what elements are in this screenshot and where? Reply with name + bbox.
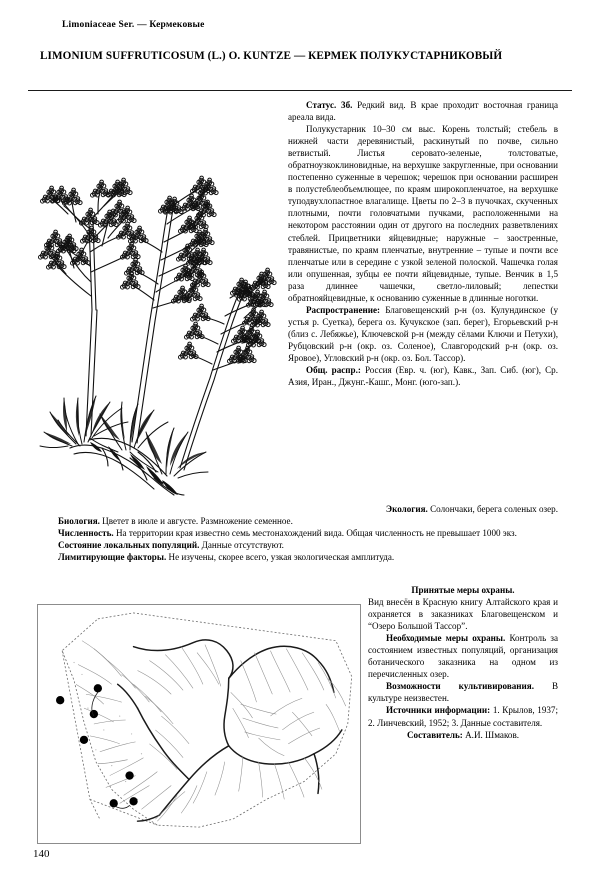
abundance-text: На территории края известно семь местонахождений вида. Общая численность не превышает 1000 экз. [113,528,517,539]
general-distribution-paragraph [288,364,558,388]
biology-paragraph [40,515,558,527]
locality-dot [110,799,118,807]
plant-illustration [34,96,284,496]
compiler-text: А.И. Шмаков. [462,729,520,740]
locality-dot [125,771,133,779]
header-divider-rule [28,90,572,91]
sources-text: 1. Крылов, 1937; 2. Линчевский, 1952; 3. Данные составителя. [368,705,559,728]
region-outline [62,613,352,827]
abundance-label: Численность. [58,528,114,539]
biology-text: Цветет в июле и августе. Размножение семенное. [99,516,293,527]
ecology-paragraph [40,503,558,515]
distribution-text: Благовещенский р-н (оз. Кулундинское (у устья р. Суетка), берега оз. Кучукское (зап. берег), Егорьевский р-н (близ с. Лебяжье), Ключевской р-н (между сёлами Ключи и Петухи), Рубцовский р-н (окр. оз. Соленое), Славгородский р-н (окр. оз. Яровое), Угловский р-н (окр. оз. Бол. Тассор). [288,304,558,363]
locality-dot [94,684,102,692]
status-paragraph [288,99,558,123]
biology-label: Биология. [58,516,100,527]
description-paragraph: Полукустарник 10–30 см выс. Корень толстый; стебель в нижней части деревянистый, раскинутый по почве, сильно ветвистый. Листья серовато-зеленые, толстоватые, обратноузкоклиновидные, на верхушке закругленные, при основании постепенно суженные в черешок; черешок при основании расширен в полустеблеобъемлющее, по краям широкопленчатое, на верхушке туподвухлопастное влагалище. Цветы по 2–3 в пучочках, скученных плотными, почти головчатыми пучками, расположенными на некотором расстоянии один от другого на последних разветвлениях стеблей. Прицветники яйцевидные; наружные – заостренные, травянистые, по краям пленчатые, внутренние – тупые и почти все пленчатые или в середине с узкой зеленой полоской. Чашечка голая или опушенная, зубцы ее почти яйцевидные, тупые. Венчик в 1,5 раза длиннее чашечки, светло-лиловый; лепестки обратнояйцевидные, к основанию суженные в длинные ноготки. [288,124,558,303]
locality-dot [129,797,137,805]
cultivation-label: Возможности культивирования. [386,681,534,692]
protection-needed-text: Контроль за состоянием известных популяций, организация ботанического заказника на одном из перечисленных озер. [368,633,558,680]
ecology-text: Солончаки, берега соленых озер. [427,504,558,514]
protection-needed-paragraph [368,632,558,680]
cultivation-text: В культуре неизвестен. [368,681,559,704]
general-distribution-label: Общ. распр.: [306,365,361,376]
species-title: LIMONIUM SUFFRUTICOSUM (L.) O. KUNTZE — КЕРМЕК ПОЛУКУСТАРНИКОВЫЙ [40,50,503,62]
protection-taken-heading [368,584,558,596]
sources-paragraph [368,704,558,728]
compiler-paragraph [368,729,558,741]
ecology-label: Экология. [385,504,428,514]
full-width-text-block [40,503,558,563]
locality-dot [90,710,98,718]
page-number: 140 [33,848,50,860]
limiting-factors-label: Лимитирующие факторы. [58,552,167,563]
status-label: Статус. 3б. [306,100,353,110]
sources-label: Источники информации: [386,705,491,716]
locality-dot [80,736,88,744]
distribution-label: Распространение: [306,304,381,315]
family-name: Limoniaceae Ser. — Кермековые [62,20,205,30]
protection-needed-label: Необходимые меры охраны. [386,633,506,644]
protection-taken-label: Принятые меры охраны. [411,585,515,595]
populations-label: Состояние локальных популяций. [58,540,200,551]
populations-text: Данные отсутствуют. [199,540,284,551]
protection-taken-paragraph: Вид внесён в Красную книгу Алтайского края и охраняется в заказниках Благовещенском и “Озеро Большой Тассор”. [368,597,558,632]
limiting-factors-paragraph [40,551,558,563]
general-distribution-text: Россия (Евр. ч. (юг), Кавк., Зап. Сиб. (юг), Ср. Азия, Иран., Джунг.-Кашг., Монг. (юго-зап.). [288,365,558,388]
protection-text-column [368,584,558,741]
compiler-label: Составитель: [406,729,463,740]
cultivation-paragraph [368,680,558,704]
distribution-map [37,604,361,844]
status-text: Редкий вид. В крае проходит восточная граница ареала вида. [288,100,558,123]
limiting-factors-text: Не изучены, скорее всего, узкая экологическая амплитуда. [166,552,395,563]
populations-paragraph [40,539,558,551]
abundance-paragraph [40,527,558,539]
distribution-paragraph [288,304,558,364]
locality-dot [56,696,64,704]
main-text-column [288,99,558,388]
